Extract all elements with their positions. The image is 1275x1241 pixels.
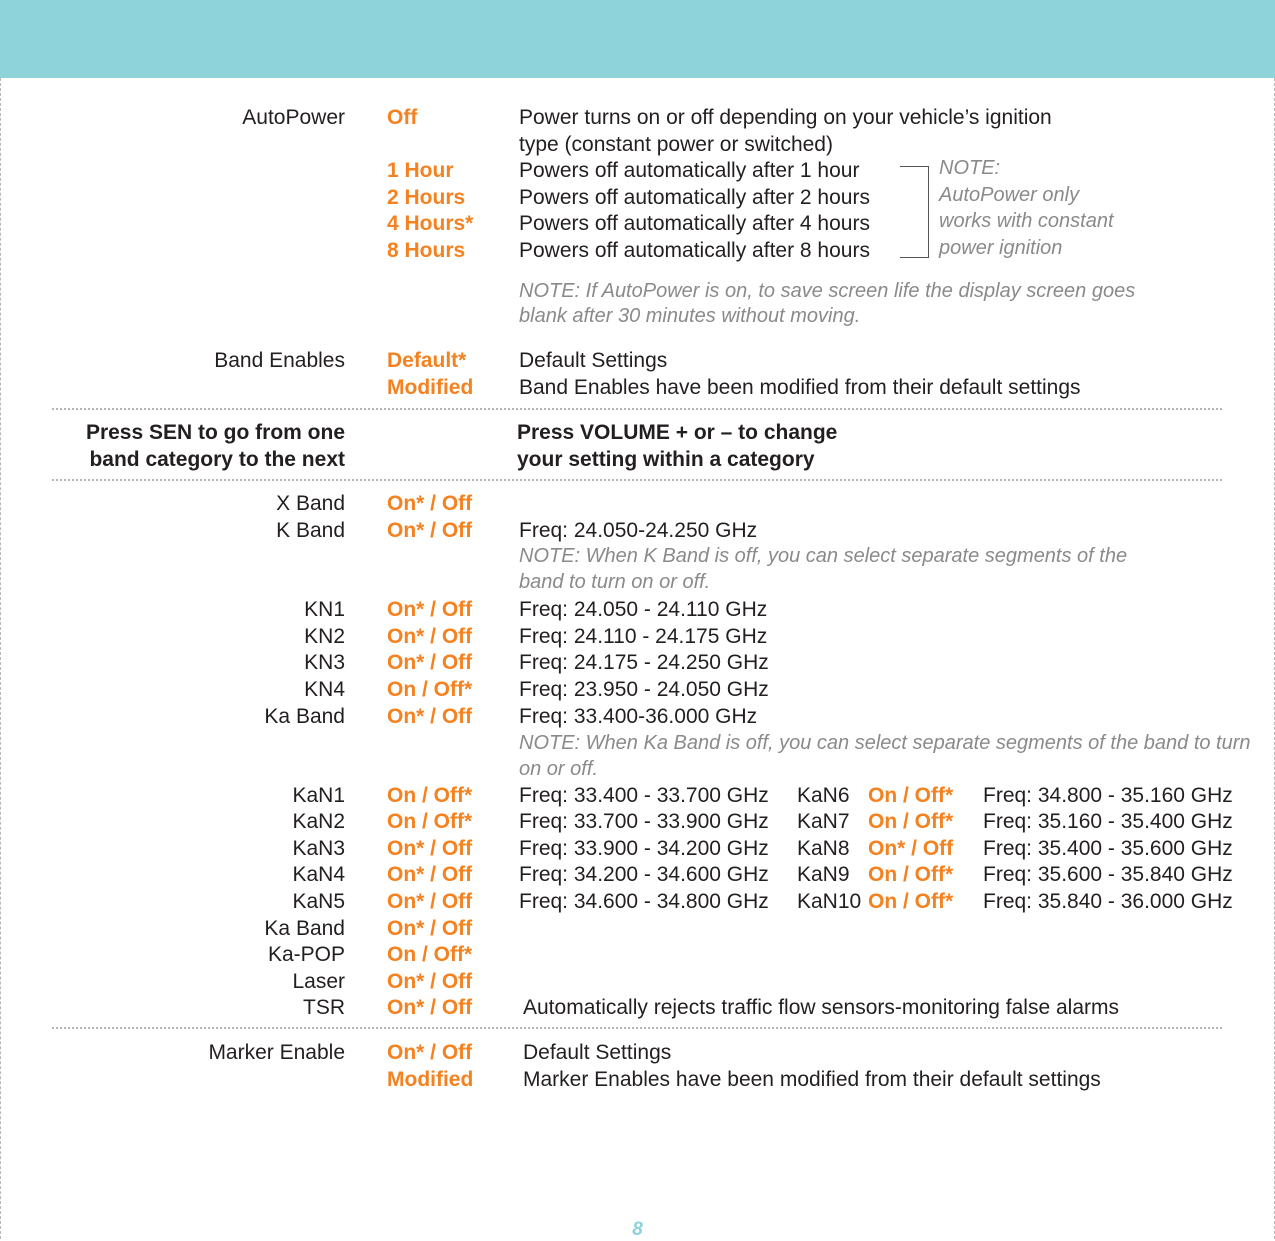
- instruction-volume-2: your setting within a category: [517, 448, 815, 471]
- kan-freq: Freq: 34.600 - 34.800 GHz: [519, 890, 769, 913]
- band-freq: Freq: 24.050 - 24.110 GHz: [519, 598, 768, 621]
- autopower-option-value: 8 Hours: [387, 239, 466, 262]
- tsr-desc: Automatically rejects traffic flow sensors-monitoring false alarms: [523, 996, 1119, 1019]
- kan-freq: Freq: 33.700 - 33.900 GHz: [519, 810, 769, 833]
- kan-value: On / Off*: [868, 863, 954, 886]
- marker-enable-value: On* / Off: [387, 1041, 473, 1064]
- kan-value: On* / Off: [387, 890, 473, 913]
- autopower-label: AutoPower: [242, 106, 345, 129]
- kan-label: KaN3: [292, 837, 345, 860]
- band-value: On* / Off: [387, 705, 473, 728]
- kan-freq: Freq: 33.900 - 34.200 GHz: [519, 837, 769, 860]
- kan-value: On / Off*: [387, 784, 473, 807]
- kan-freq: Freq: 34.800 - 35.160 GHz: [983, 784, 1233, 807]
- extra-value: On / Off*: [387, 943, 473, 966]
- kan-label: KaN8: [797, 837, 850, 860]
- kan-value: On* / Off: [868, 837, 954, 860]
- kan-freq: Freq: 33.400 - 33.700 GHz: [519, 784, 769, 807]
- instruction-sen-2: band category to the next: [89, 448, 345, 471]
- marker-modified-desc: Marker Enables have been modified from their default settings: [523, 1068, 1101, 1091]
- band-label: K Band: [276, 519, 345, 542]
- left-page-edge: [0, 78, 1, 1239]
- autopower-option-value: 2 Hours: [387, 186, 466, 209]
- ka-band-note-2: on or off.: [519, 758, 598, 780]
- marker-modified-value: Modified: [387, 1068, 474, 1091]
- extra-label: Ka Band: [264, 917, 345, 940]
- band-freq: Freq: 24.175 - 24.250 GHz: [519, 651, 769, 674]
- kan-value: On / Off*: [868, 810, 954, 833]
- band-label: KN3: [304, 651, 345, 674]
- band-label: KN1: [304, 598, 345, 621]
- k-band-note: NOTE: When K Band is off, you can select separate segments of the: [519, 545, 1128, 567]
- band-freq: Freq: 23.950 - 24.050 GHz: [519, 678, 769, 701]
- instruction-volume: Press VOLUME + or – to change: [517, 421, 838, 444]
- dotted-divider: [52, 408, 1222, 410]
- band-label: KN4: [304, 678, 345, 701]
- autopower-off-value: Off: [387, 106, 418, 129]
- kan-label: KaN7: [797, 810, 850, 833]
- autopower-option-desc: Powers off automatically after 8 hours: [519, 239, 870, 262]
- autopower-option-value: 4 Hours*: [387, 212, 474, 235]
- band-value: On* / Off: [387, 492, 473, 515]
- band-freq: Freq: 24.110 - 24.175 GHz: [519, 625, 768, 648]
- band-value: On / Off*: [387, 678, 473, 701]
- kan-label: KaN2: [292, 810, 345, 833]
- kan-value: On* / Off: [387, 837, 473, 860]
- kan-label: KaN1: [292, 784, 345, 807]
- band-value: On* / Off: [387, 651, 473, 674]
- kan-freq: Freq: 35.840 - 36.000 GHz: [983, 890, 1233, 913]
- band-freq: Freq: 24.050-24.250 GHz: [519, 519, 758, 542]
- kan-label: KaN10: [797, 890, 862, 913]
- band-label: Ka Band: [264, 705, 345, 728]
- kan-label: KaN6: [797, 784, 850, 807]
- kan-freq: Freq: 35.600 - 35.840 GHz: [983, 863, 1233, 886]
- kan-value: On / Off*: [868, 890, 954, 913]
- extra-label: TSR: [303, 996, 345, 1019]
- band-enables-default-value: Default*: [387, 349, 467, 372]
- kan-label: KaN5: [292, 890, 345, 913]
- band-enables-modified-value: Modified: [387, 376, 474, 399]
- band-enables-modified-desc: Band Enables have been modified from their default settings: [519, 376, 1081, 399]
- autopower-off-desc: Power turns on or off depending on your vehicle’s ignition: [519, 106, 1052, 129]
- kan-freq: Freq: 34.200 - 34.600 GHz: [519, 863, 769, 886]
- k-band-note-2: band to turn on or off.: [519, 571, 711, 593]
- extra-value: On* / Off: [387, 996, 473, 1019]
- band-value: On* / Off: [387, 519, 473, 542]
- kan-freq: Freq: 35.400 - 35.600 GHz: [983, 837, 1233, 860]
- ka-band-note: NOTE: When Ka Band is off, you can select separate segments of the band to turn: [519, 732, 1251, 754]
- band-value: On* / Off: [387, 598, 473, 621]
- marker-enable-desc: Default Settings: [523, 1041, 672, 1064]
- note-bracket: [900, 166, 929, 258]
- side-note-line: AutoPower only: [939, 184, 1080, 206]
- autopower-option-value: 1 Hour: [387, 159, 454, 182]
- autopower-option-desc: Powers off automatically after 2 hours: [519, 186, 870, 209]
- band-freq: Freq: 33.400-36.000 GHz: [519, 705, 758, 728]
- dotted-divider: [52, 479, 1222, 481]
- dotted-divider: [52, 1027, 1222, 1029]
- instruction-sen: Press SEN to go from one: [85, 421, 345, 444]
- kan-freq: Freq: 35.160 - 35.400 GHz: [983, 810, 1233, 833]
- kan-value: On / Off*: [868, 784, 954, 807]
- kan-value: On* / Off: [387, 863, 473, 886]
- band-value: On* / Off: [387, 625, 473, 648]
- autopower-option-desc: Powers off automatically after 4 hours: [519, 212, 870, 235]
- autopower-note: NOTE: If AutoPower is on, to save screen life the display screen goes: [519, 280, 1136, 302]
- band-enables-label: Band Enables: [214, 349, 345, 372]
- band-label: X Band: [276, 492, 345, 515]
- header-bar: [0, 0, 1275, 78]
- kan-label: KaN9: [797, 863, 850, 886]
- page-number: 8: [632, 1219, 643, 1240]
- side-note-line: NOTE:: [939, 157, 1001, 179]
- band-label: KN2: [304, 625, 345, 648]
- autopower-off-desc-2: type (constant power or switched): [519, 133, 833, 156]
- side-note-line: power ignition: [939, 237, 1063, 259]
- extra-value: On* / Off: [387, 917, 473, 940]
- side-note-line: works with constant: [939, 210, 1114, 232]
- autopower-option-desc: Powers off automatically after 1 hour: [519, 159, 860, 182]
- extra-label: Laser: [292, 970, 345, 993]
- extra-label: Ka-POP: [267, 943, 345, 966]
- band-enables-default-desc: Default Settings: [519, 349, 668, 372]
- autopower-note-2: blank after 30 minutes without moving.: [519, 305, 861, 327]
- extra-value: On* / Off: [387, 970, 473, 993]
- kan-label: KaN4: [292, 863, 345, 886]
- marker-enable-label: Marker Enable: [208, 1041, 345, 1064]
- kan-value: On / Off*: [387, 810, 473, 833]
